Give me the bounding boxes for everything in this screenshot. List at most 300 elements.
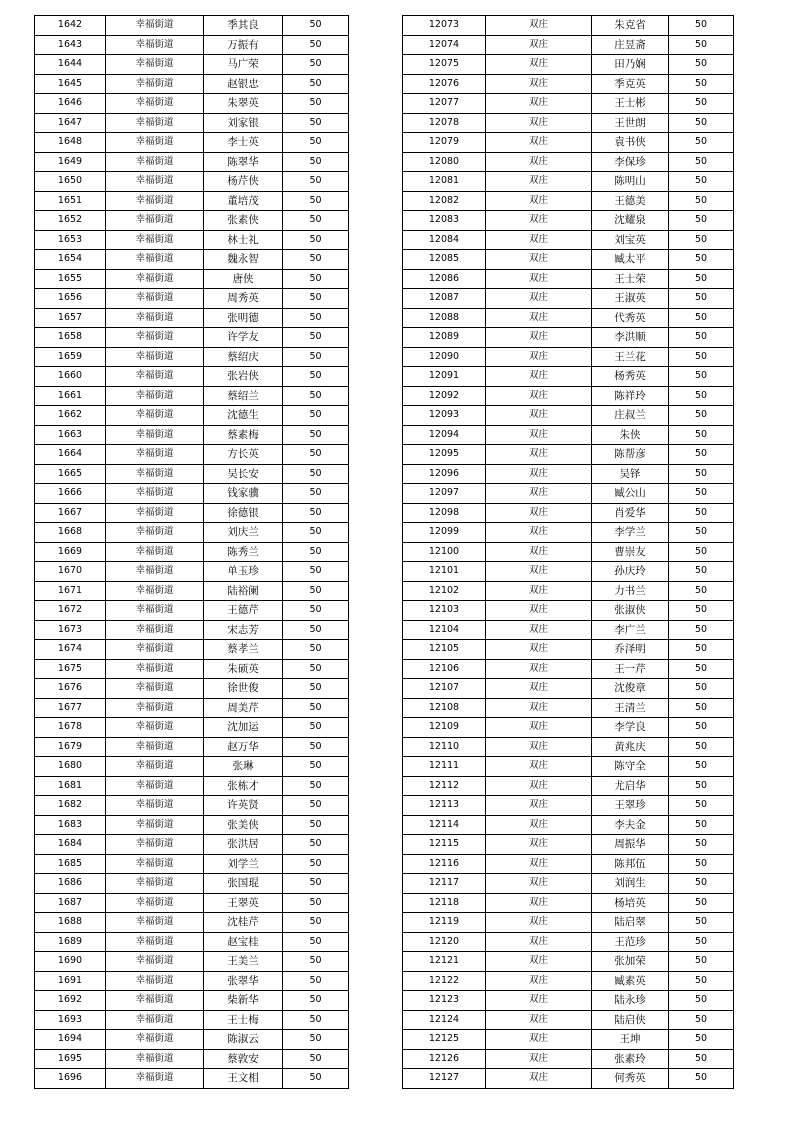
table-row xyxy=(403,367,734,387)
name-cell: 陆裕阑 xyxy=(204,581,283,601)
row-number-cell: 12125 xyxy=(403,1030,486,1050)
district-cell: 双庄 xyxy=(486,484,592,504)
table-row xyxy=(35,113,349,133)
district-cell: 幸福街道 xyxy=(106,503,204,523)
district-cell: 幸福街道 xyxy=(106,113,204,133)
amount-cell: 50 xyxy=(669,581,734,601)
row-number-cell: 1645 xyxy=(35,74,106,94)
table-row xyxy=(403,328,734,348)
row-number-cell: 12094 xyxy=(403,425,486,445)
district-cell: 幸福街道 xyxy=(106,347,204,367)
row-number-cell: 1668 xyxy=(35,523,106,543)
amount-cell: 50 xyxy=(669,835,734,855)
name-cell: 李广兰 xyxy=(592,620,669,640)
table-row xyxy=(403,250,734,270)
amount-cell: 50 xyxy=(669,484,734,504)
name-cell: 李学良 xyxy=(592,718,669,738)
amount-cell: 50 xyxy=(669,269,734,289)
name-cell: 庄昱斋 xyxy=(592,35,669,55)
district-cell: 双庄 xyxy=(486,74,592,94)
amount-cell: 50 xyxy=(283,347,349,367)
name-cell: 蔡绍兰 xyxy=(204,386,283,406)
amount-cell: 50 xyxy=(669,367,734,387)
amount-cell: 50 xyxy=(669,386,734,406)
district-cell: 双庄 xyxy=(486,152,592,172)
table-row xyxy=(35,991,349,1011)
district-cell: 幸福街道 xyxy=(106,659,204,679)
name-cell: 陆永珍 xyxy=(592,991,669,1011)
name-cell: 孙庆玲 xyxy=(592,562,669,582)
row-number-cell: 1677 xyxy=(35,698,106,718)
table-row xyxy=(35,776,349,796)
amount-cell: 50 xyxy=(283,94,349,114)
row-number-cell: 12122 xyxy=(403,971,486,991)
name-cell: 黄兆庆 xyxy=(592,737,669,757)
district-cell: 双庄 xyxy=(486,16,592,36)
district-cell: 双庄 xyxy=(486,230,592,250)
table-row xyxy=(403,94,734,114)
right-roster-table xyxy=(402,15,734,1089)
table-row xyxy=(35,445,349,465)
district-cell: 双庄 xyxy=(486,191,592,211)
district-cell: 幸福街道 xyxy=(106,913,204,933)
row-number-cell: 12099 xyxy=(403,523,486,543)
district-cell: 双庄 xyxy=(486,815,592,835)
table-row xyxy=(403,679,734,699)
name-cell: 万振有 xyxy=(204,35,283,55)
district-cell: 幸福街道 xyxy=(106,562,204,582)
district-cell: 幸福街道 xyxy=(106,1030,204,1050)
row-number-cell: 1644 xyxy=(35,55,106,75)
table-row xyxy=(403,35,734,55)
row-number-cell: 12109 xyxy=(403,718,486,738)
name-cell: 王德美 xyxy=(592,191,669,211)
district-cell: 幸福街道 xyxy=(106,640,204,660)
district-cell: 幸福街道 xyxy=(106,16,204,36)
district-cell: 双庄 xyxy=(486,562,592,582)
row-number-cell: 1647 xyxy=(35,113,106,133)
name-cell: 李士英 xyxy=(204,133,283,153)
table-row xyxy=(403,386,734,406)
district-cell: 幸福街道 xyxy=(106,425,204,445)
amount-cell: 50 xyxy=(283,815,349,835)
row-number-cell: 1648 xyxy=(35,133,106,153)
row-number-cell: 1663 xyxy=(35,425,106,445)
table-row xyxy=(35,308,349,328)
table-row xyxy=(35,464,349,484)
name-cell: 王士彬 xyxy=(592,94,669,114)
table-row xyxy=(35,659,349,679)
table-row xyxy=(403,659,734,679)
table-row xyxy=(403,191,734,211)
name-cell: 刘学兰 xyxy=(204,854,283,874)
amount-cell: 50 xyxy=(669,952,734,972)
amount-cell: 50 xyxy=(669,718,734,738)
amount-cell: 50 xyxy=(283,55,349,75)
name-cell: 朱硕英 xyxy=(204,659,283,679)
district-cell: 幸福街道 xyxy=(106,776,204,796)
district-cell: 双庄 xyxy=(486,503,592,523)
amount-cell: 50 xyxy=(283,1030,349,1050)
table-row xyxy=(35,94,349,114)
amount-cell: 50 xyxy=(283,250,349,270)
table-row xyxy=(403,698,734,718)
row-number-cell: 12097 xyxy=(403,484,486,504)
amount-cell: 50 xyxy=(283,406,349,426)
amount-cell: 50 xyxy=(283,698,349,718)
name-cell: 臧公山 xyxy=(592,484,669,504)
name-cell: 陈祥玲 xyxy=(592,386,669,406)
amount-cell: 50 xyxy=(283,542,349,562)
row-number-cell: 12120 xyxy=(403,932,486,952)
district-cell: 幸福街道 xyxy=(106,718,204,738)
amount-cell: 50 xyxy=(283,601,349,621)
name-cell: 唐侠 xyxy=(204,269,283,289)
row-number-cell: 12126 xyxy=(403,1049,486,1069)
name-cell: 吴铎 xyxy=(592,464,669,484)
amount-cell: 50 xyxy=(669,1010,734,1030)
district-cell: 双庄 xyxy=(486,991,592,1011)
row-number-cell: 12075 xyxy=(403,55,486,75)
row-number-cell: 1691 xyxy=(35,971,106,991)
table-row xyxy=(35,523,349,543)
row-number-cell: 12090 xyxy=(403,347,486,367)
amount-cell: 50 xyxy=(283,74,349,94)
name-cell: 乔泽明 xyxy=(592,640,669,660)
row-number-cell: 12127 xyxy=(403,1069,486,1089)
table-row xyxy=(35,289,349,309)
district-cell: 双庄 xyxy=(486,406,592,426)
name-cell: 王兰花 xyxy=(592,347,669,367)
table-row xyxy=(35,35,349,55)
amount-cell: 50 xyxy=(283,211,349,231)
district-cell: 幸福街道 xyxy=(106,35,204,55)
name-cell: 赵银忠 xyxy=(204,74,283,94)
name-cell: 张素侠 xyxy=(204,211,283,231)
table-row xyxy=(403,776,734,796)
amount-cell: 50 xyxy=(669,133,734,153)
row-number-cell: 1658 xyxy=(35,328,106,348)
name-cell: 林士礼 xyxy=(204,230,283,250)
row-number-cell: 1693 xyxy=(35,1010,106,1030)
name-cell: 赵宝桂 xyxy=(204,932,283,952)
amount-cell: 50 xyxy=(283,620,349,640)
amount-cell: 50 xyxy=(669,211,734,231)
name-cell: 张加荣 xyxy=(592,952,669,972)
amount-cell: 50 xyxy=(283,425,349,445)
name-cell: 董培茂 xyxy=(204,191,283,211)
table-row xyxy=(403,581,734,601)
name-cell: 张琳 xyxy=(204,757,283,777)
name-cell: 杨培英 xyxy=(592,893,669,913)
row-number-cell: 1651 xyxy=(35,191,106,211)
row-number-cell: 12089 xyxy=(403,328,486,348)
district-cell: 幸福街道 xyxy=(106,874,204,894)
district-cell: 双庄 xyxy=(486,55,592,75)
district-cell: 双庄 xyxy=(486,757,592,777)
row-number-cell: 1659 xyxy=(35,347,106,367)
row-number-cell: 12111 xyxy=(403,757,486,777)
amount-cell: 50 xyxy=(669,445,734,465)
table-row xyxy=(403,133,734,153)
table-row xyxy=(403,835,734,855)
row-number-cell: 12091 xyxy=(403,367,486,387)
row-number-cell: 1660 xyxy=(35,367,106,387)
table-row xyxy=(403,406,734,426)
table-row xyxy=(35,328,349,348)
district-cell: 幸福街道 xyxy=(106,698,204,718)
district-cell: 双庄 xyxy=(486,952,592,972)
row-number-cell: 12119 xyxy=(403,913,486,933)
table-row xyxy=(35,191,349,211)
row-number-cell: 1679 xyxy=(35,737,106,757)
table-row xyxy=(35,250,349,270)
table-row xyxy=(403,308,734,328)
name-cell: 王翠珍 xyxy=(592,796,669,816)
row-number-cell: 1683 xyxy=(35,815,106,835)
district-cell: 双庄 xyxy=(486,445,592,465)
row-number-cell: 1649 xyxy=(35,152,106,172)
name-cell: 李夫金 xyxy=(592,815,669,835)
amount-cell: 50 xyxy=(283,113,349,133)
amount-cell: 50 xyxy=(283,1049,349,1069)
amount-cell: 50 xyxy=(669,874,734,894)
name-cell: 尤启华 xyxy=(592,776,669,796)
row-number-cell: 1655 xyxy=(35,269,106,289)
table-row xyxy=(35,269,349,289)
name-cell: 陈明山 xyxy=(592,172,669,192)
table-row xyxy=(35,601,349,621)
table-row xyxy=(403,874,734,894)
amount-cell: 50 xyxy=(669,94,734,114)
district-cell: 幸福街道 xyxy=(106,55,204,75)
district-cell: 双庄 xyxy=(486,620,592,640)
amount-cell: 50 xyxy=(669,113,734,133)
district-cell: 双庄 xyxy=(486,698,592,718)
amount-cell: 50 xyxy=(283,367,349,387)
district-cell: 幸福街道 xyxy=(106,211,204,231)
district-cell: 双庄 xyxy=(486,133,592,153)
name-cell: 张素玲 xyxy=(592,1049,669,1069)
table-row xyxy=(35,835,349,855)
table-row xyxy=(35,757,349,777)
name-cell: 李洪顺 xyxy=(592,328,669,348)
table-row xyxy=(35,932,349,952)
amount-cell: 50 xyxy=(669,250,734,270)
district-cell: 双庄 xyxy=(486,640,592,660)
row-number-cell: 1674 xyxy=(35,640,106,660)
amount-cell: 50 xyxy=(283,659,349,679)
name-cell: 刘宝英 xyxy=(592,230,669,250)
row-number-cell: 1664 xyxy=(35,445,106,465)
table-row xyxy=(403,893,734,913)
row-number-cell: 12081 xyxy=(403,172,486,192)
name-cell: 徐世俊 xyxy=(204,679,283,699)
table-row xyxy=(403,16,734,36)
row-number-cell: 12103 xyxy=(403,601,486,621)
table-row xyxy=(35,386,349,406)
row-number-cell: 1656 xyxy=(35,289,106,309)
name-cell: 周美芹 xyxy=(204,698,283,718)
district-cell: 幸福街道 xyxy=(106,484,204,504)
name-cell: 许学友 xyxy=(204,328,283,348)
row-number-cell: 12123 xyxy=(403,991,486,1011)
table-row xyxy=(35,1069,349,1089)
row-number-cell: 1650 xyxy=(35,172,106,192)
amount-cell: 50 xyxy=(283,16,349,36)
table-row xyxy=(35,913,349,933)
amount-cell: 50 xyxy=(283,932,349,952)
amount-cell: 50 xyxy=(283,796,349,816)
name-cell: 季其良 xyxy=(204,16,283,36)
row-number-cell: 1689 xyxy=(35,932,106,952)
table-row xyxy=(403,952,734,972)
name-cell: 马广荣 xyxy=(204,55,283,75)
table-row xyxy=(35,893,349,913)
row-number-cell: 1680 xyxy=(35,757,106,777)
row-number-cell: 1643 xyxy=(35,35,106,55)
amount-cell: 50 xyxy=(669,971,734,991)
amount-cell: 50 xyxy=(669,776,734,796)
table-row xyxy=(35,172,349,192)
name-cell: 张明德 xyxy=(204,308,283,328)
row-number-cell: 1695 xyxy=(35,1049,106,1069)
name-cell: 蔡素梅 xyxy=(204,425,283,445)
row-number-cell: 12110 xyxy=(403,737,486,757)
row-number-cell: 1694 xyxy=(35,1030,106,1050)
name-cell: 单玉珍 xyxy=(204,562,283,582)
row-number-cell: 1675 xyxy=(35,659,106,679)
name-cell: 沈桂芹 xyxy=(204,913,283,933)
amount-cell: 50 xyxy=(283,757,349,777)
amount-cell: 50 xyxy=(283,172,349,192)
district-cell: 幸福街道 xyxy=(106,133,204,153)
table-row xyxy=(35,425,349,445)
table-row xyxy=(35,952,349,972)
name-cell: 王淑英 xyxy=(592,289,669,309)
table-row xyxy=(403,542,734,562)
table-row xyxy=(35,367,349,387)
amount-cell: 50 xyxy=(283,1069,349,1089)
name-cell: 陈帮彦 xyxy=(592,445,669,465)
row-number-cell: 1687 xyxy=(35,893,106,913)
district-cell: 幸福街道 xyxy=(106,230,204,250)
amount-cell: 50 xyxy=(669,191,734,211)
row-number-cell: 12124 xyxy=(403,1010,486,1030)
district-cell: 幸福街道 xyxy=(106,971,204,991)
amount-cell: 50 xyxy=(283,718,349,738)
amount-cell: 50 xyxy=(669,1030,734,1050)
name-cell: 宋志芳 xyxy=(204,620,283,640)
amount-cell: 50 xyxy=(669,796,734,816)
row-number-cell: 12107 xyxy=(403,679,486,699)
name-cell: 周秀英 xyxy=(204,289,283,309)
table-row xyxy=(35,55,349,75)
name-cell: 魏永智 xyxy=(204,250,283,270)
amount-cell: 50 xyxy=(283,503,349,523)
amount-cell: 50 xyxy=(669,425,734,445)
table-row xyxy=(403,1049,734,1069)
name-cell: 陈守全 xyxy=(592,757,669,777)
name-cell: 李保珍 xyxy=(592,152,669,172)
row-number-cell: 12093 xyxy=(403,406,486,426)
amount-cell: 50 xyxy=(283,776,349,796)
row-number-cell: 12117 xyxy=(403,874,486,894)
amount-cell: 50 xyxy=(283,484,349,504)
district-cell: 双庄 xyxy=(486,172,592,192)
amount-cell: 50 xyxy=(283,581,349,601)
amount-cell: 50 xyxy=(669,698,734,718)
row-number-cell: 12106 xyxy=(403,659,486,679)
row-number-cell: 1684 xyxy=(35,835,106,855)
table-row xyxy=(403,971,734,991)
row-number-cell: 12096 xyxy=(403,464,486,484)
row-number-cell: 12084 xyxy=(403,230,486,250)
table-row xyxy=(35,640,349,660)
table-row xyxy=(403,640,734,660)
amount-cell: 50 xyxy=(669,464,734,484)
amount-cell: 50 xyxy=(283,328,349,348)
district-cell: 双庄 xyxy=(486,328,592,348)
amount-cell: 50 xyxy=(669,854,734,874)
row-number-cell: 12100 xyxy=(403,542,486,562)
name-cell: 张国琨 xyxy=(204,874,283,894)
name-cell: 杨芹侠 xyxy=(204,172,283,192)
district-cell: 双庄 xyxy=(486,308,592,328)
district-cell: 幸福街道 xyxy=(106,815,204,835)
row-number-cell: 12092 xyxy=(403,386,486,406)
table-row xyxy=(403,211,734,231)
name-cell: 方长英 xyxy=(204,445,283,465)
amount-cell: 50 xyxy=(283,991,349,1011)
amount-cell: 50 xyxy=(283,679,349,699)
amount-cell: 50 xyxy=(669,991,734,1011)
table-row xyxy=(35,133,349,153)
amount-cell: 50 xyxy=(669,679,734,699)
name-cell: 王范珍 xyxy=(592,932,669,952)
table-row xyxy=(403,152,734,172)
name-cell: 庄叔兰 xyxy=(592,406,669,426)
name-cell: 陈邦伍 xyxy=(592,854,669,874)
district-cell: 双庄 xyxy=(486,113,592,133)
district-cell: 双庄 xyxy=(486,367,592,387)
row-number-cell: 12102 xyxy=(403,581,486,601)
row-number-cell: 12076 xyxy=(403,74,486,94)
district-cell: 双庄 xyxy=(486,1049,592,1069)
district-cell: 双庄 xyxy=(486,289,592,309)
name-cell: 蔡绍庆 xyxy=(204,347,283,367)
name-cell: 王一芹 xyxy=(592,659,669,679)
amount-cell: 50 xyxy=(669,152,734,172)
table-row xyxy=(403,445,734,465)
district-cell: 幸福街道 xyxy=(106,289,204,309)
amount-cell: 50 xyxy=(669,172,734,192)
amount-cell: 50 xyxy=(669,347,734,367)
row-number-cell: 12077 xyxy=(403,94,486,114)
district-cell: 幸福街道 xyxy=(106,1069,204,1089)
name-cell: 陆启翠 xyxy=(592,913,669,933)
amount-cell: 50 xyxy=(283,952,349,972)
table-row xyxy=(35,16,349,36)
amount-cell: 50 xyxy=(669,601,734,621)
name-cell: 沈德生 xyxy=(204,406,283,426)
row-number-cell: 1667 xyxy=(35,503,106,523)
table-row xyxy=(35,406,349,426)
district-cell: 双庄 xyxy=(486,1030,592,1050)
district-cell: 幸福街道 xyxy=(106,464,204,484)
table-row xyxy=(35,971,349,991)
row-number-cell: 1676 xyxy=(35,679,106,699)
